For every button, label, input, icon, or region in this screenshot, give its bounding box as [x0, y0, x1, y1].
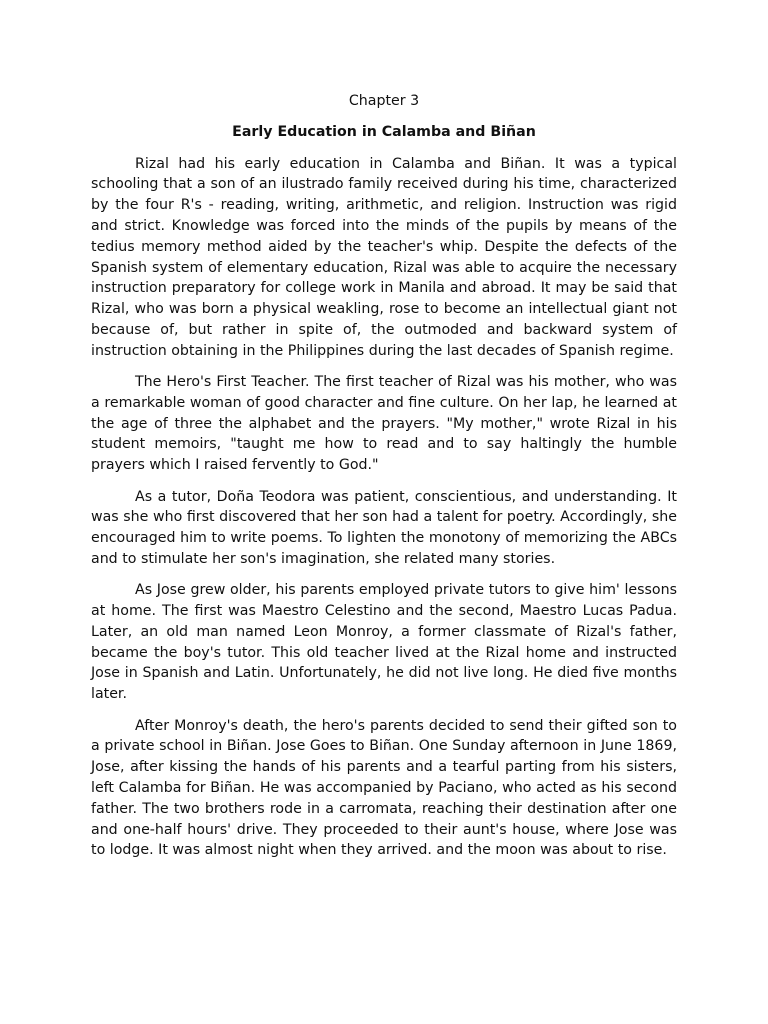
paragraph-first-teacher: The Hero's First Teacher. The first teacher of Rizal was his mother, who was a remarkable woman of good character and fine culture. On her lap, he learned at the age of three the alphabet and the prayers. "My mother," wrote Rizal in his student memoirs, "taught me how to read and to say haltingly the humble prayers which I raised fervently to God.": [91, 374, 677, 474]
chapter-label: Chapter 3: [348, 93, 420, 109]
paragraph-goes-to-binan: After Monroy's death, the hero's parents decided to send their gifted son to a private school in Biñan. Jose Goes to Biñan. One Sunday afternoon in June 1869, Jose, after kissing the hands of his parents and a tearful parting from his sisters, left Calamba for Biñan. He was accompanied by Paciano, who acted as his second father. The two brothers rode in a carromata, reaching their destination after one and one-half hours' drive. They proceeded to their aunt's house, where Jose was to lodge. It was almost night when they arrived. and the moon was about to rise.: [91, 717, 677, 859]
chapter-title: Early Education in Calamba and Biñan: [232, 124, 536, 141]
document-page: [91, 91, 677, 872]
paragraph-dona-teodora: As a tutor, Doña Teodora was patient, conscientious, and understanding. It was she who first discovered that her son had a talent for poetry. Accordingly, she encouraged him to write poems. To lighten the monotony of memorizing the ABCs and to stimulate her son's imagination, she related many stories.: [91, 488, 677, 567]
paragraph-early-education: Rizal had his early education in Calamba and Biñan. It was a typical schooling that a son of an ilustrado family received during his time, characterized by the four R's - reading, writing, arithmetic, and religion. Instruction was rigid and strict. Knowledge was forced into the minds of the pupils by means of the tedius memory method aided by the teacher's whip. Despite the defects of the Spanish system of elementary education, Rizal was able to acquire the necessary instruction preparatory for college work in Manila and abroad. It may be said that Rizal, who was born a physical weakling, rose to become an intellectual giant not because of, but rather in spite of, the outmoded and backward system of instruction obtaining in the Philippines during the last decades of Spanish regime.: [91, 155, 677, 359]
paragraph-private-tutors: As Jose grew older, his parents employed private tutors to give him' lessons at home. The first was Maestro Celestino and the second, Maestro Lucas Padua. Later, an old man named Leon Monroy, a former classmate of Rizal's father, became the boy's tutor. This old teacher lived at the Rizal home and instructed Jose in Spanish and Latin. Unfortunately, he did not live long. He died five months later.: [91, 582, 677, 703]
